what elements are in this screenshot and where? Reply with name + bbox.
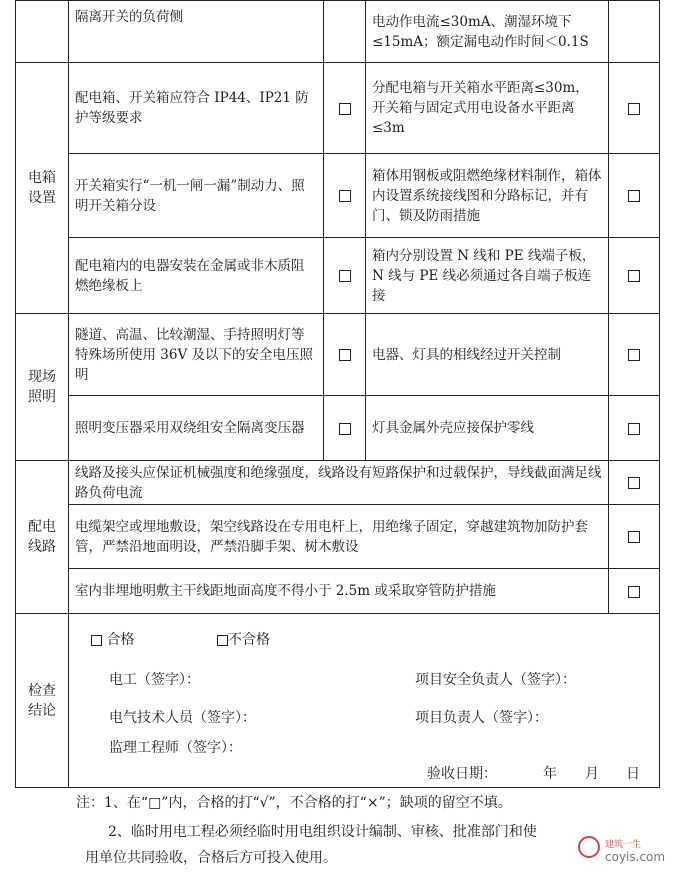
checkbox[interactable] (324, 63, 366, 154)
safety-manager-signature-label: 项目安全负责人（签字）： (415, 672, 576, 688)
checkbox[interactable] (609, 461, 660, 505)
item-text: 隔离开关的负荷侧 (69, 1, 324, 63)
acceptance-date-label: 验收日期： (427, 766, 497, 782)
table-row (16, 63, 660, 154)
table-row (16, 505, 660, 569)
item-text: 照明变压器采用双绕组安全隔离变压器 (69, 396, 324, 461)
category-cell-empty (16, 1, 69, 63)
table-row (16, 569, 660, 614)
note-line-2: 2、临时用电工程必须经临时用电组织设计编制、审核、批准部门和使 (108, 824, 537, 840)
watermark-url: coyis.com (605, 850, 666, 864)
unqualified-option[interactable]: 不合格 (217, 630, 270, 650)
item-text: 线路及接头应保证机械强度和绝缘强度，线路设有短路保护和过载保护，导线截面满足线路负荷电流 (69, 461, 609, 505)
checkbox[interactable] (609, 569, 660, 614)
electrician-signature-label: 电工（签字）： (109, 672, 200, 688)
project-manager-signature-label: 项目负责人（签字）： (415, 710, 548, 726)
table-row (16, 238, 660, 314)
category-label-electrical-box: 电箱设置 (16, 63, 69, 314)
item-text: 隧道、高温、比较潮湿、手持照明灯等特殊场所使用 36V 及以下的安全电压照明 (69, 314, 324, 396)
item-text: 配电箱内的电器安装在金属或非木质阻燃绝缘板上 (69, 238, 324, 314)
item-text: 电器、灯具的相线经过开关控制 (366, 314, 609, 396)
table-row (16, 396, 660, 461)
note-line-3: 用单位共同验收，合格后方可投入使用。 (85, 850, 337, 866)
checkbox-cell-empty (609, 1, 660, 63)
conclusion-area (69, 614, 660, 788)
qualified-checkbox[interactable] (91, 635, 102, 646)
checkbox[interactable] (609, 63, 660, 154)
item-text: 室内非埋地明敷主干线距地面高度不得小于 2.5m 或采取穿管防护措施 (69, 569, 609, 614)
table-row (16, 1, 660, 63)
note-line-1: 注：1、在“□”内，合格的打“√”，不合格的打“×”；缺项的留空不填。 (76, 795, 512, 811)
item-text: 分配电箱与开关箱水平距离≤30m，开关箱与固定式用电设备水平距离≤3m (366, 63, 609, 154)
checkbox[interactable] (324, 154, 366, 238)
item-text: 箱体用钢板或阻燃绝缘材料制作，箱体内设置系统接线图和分路标记，并有门、锁及防雨措施 (366, 154, 609, 238)
table-row (16, 461, 660, 505)
item-text: 箱内分别设置 N 线和 PE 线端子板，N 线与 PE 线必须通过各自端子板连接 (366, 238, 609, 314)
date-year-label: 年 (543, 766, 557, 782)
supervisor-signature-label: 监理工程师（签字）： (109, 740, 242, 756)
table-row (16, 614, 660, 788)
checkbox[interactable] (609, 505, 660, 569)
category-label-conclusion: 检查结论 (16, 614, 69, 788)
table-row (16, 154, 660, 238)
item-text: 开关箱实行“一机一闸一漏”制动力、照明开关箱分设 (69, 154, 324, 238)
category-label-wiring: 配电线路 (16, 461, 69, 614)
inspection-table (15, 0, 660, 788)
checkbox[interactable] (324, 396, 366, 461)
qualified-option[interactable]: 合格 (91, 630, 134, 650)
checkbox[interactable] (609, 154, 660, 238)
checkbox[interactable] (324, 314, 366, 396)
category-label-site-lighting: 现场照明 (16, 314, 69, 461)
item-text: 配电箱、开关箱应符合 IP44、IP21 防护等级要求 (69, 63, 324, 154)
checkbox[interactable] (609, 314, 660, 396)
date-month-label: 月 (585, 766, 599, 782)
checkbox-cell-empty (324, 1, 366, 63)
table-row (16, 314, 660, 396)
unqualified-checkbox[interactable] (217, 635, 228, 646)
item-text: 电动作电流≤30mA、潮湿环境下≤15mA；额定漏电动作时间＜0.1S (366, 1, 609, 63)
checkbox[interactable] (609, 396, 660, 461)
watermark-ring-icon (578, 836, 600, 858)
checkbox[interactable] (609, 238, 660, 314)
item-text: 灯具金属外壳应接保护零线 (366, 396, 609, 461)
item-text: 电缆架空或埋地敷设，架空线路设在专用电杆上，用绝缘子固定，穿越建筑物加防护套管，严禁沿地面明设，严禁沿脚手架、树木敷设 (69, 505, 609, 569)
technician-signature-label: 电气技术人员（签字）： (109, 710, 256, 726)
checkbox[interactable] (324, 238, 366, 314)
date-day-label: 日 (626, 766, 640, 782)
watermark-logo (578, 834, 668, 870)
watermark-site-name: 建筑一生 (605, 840, 642, 850)
